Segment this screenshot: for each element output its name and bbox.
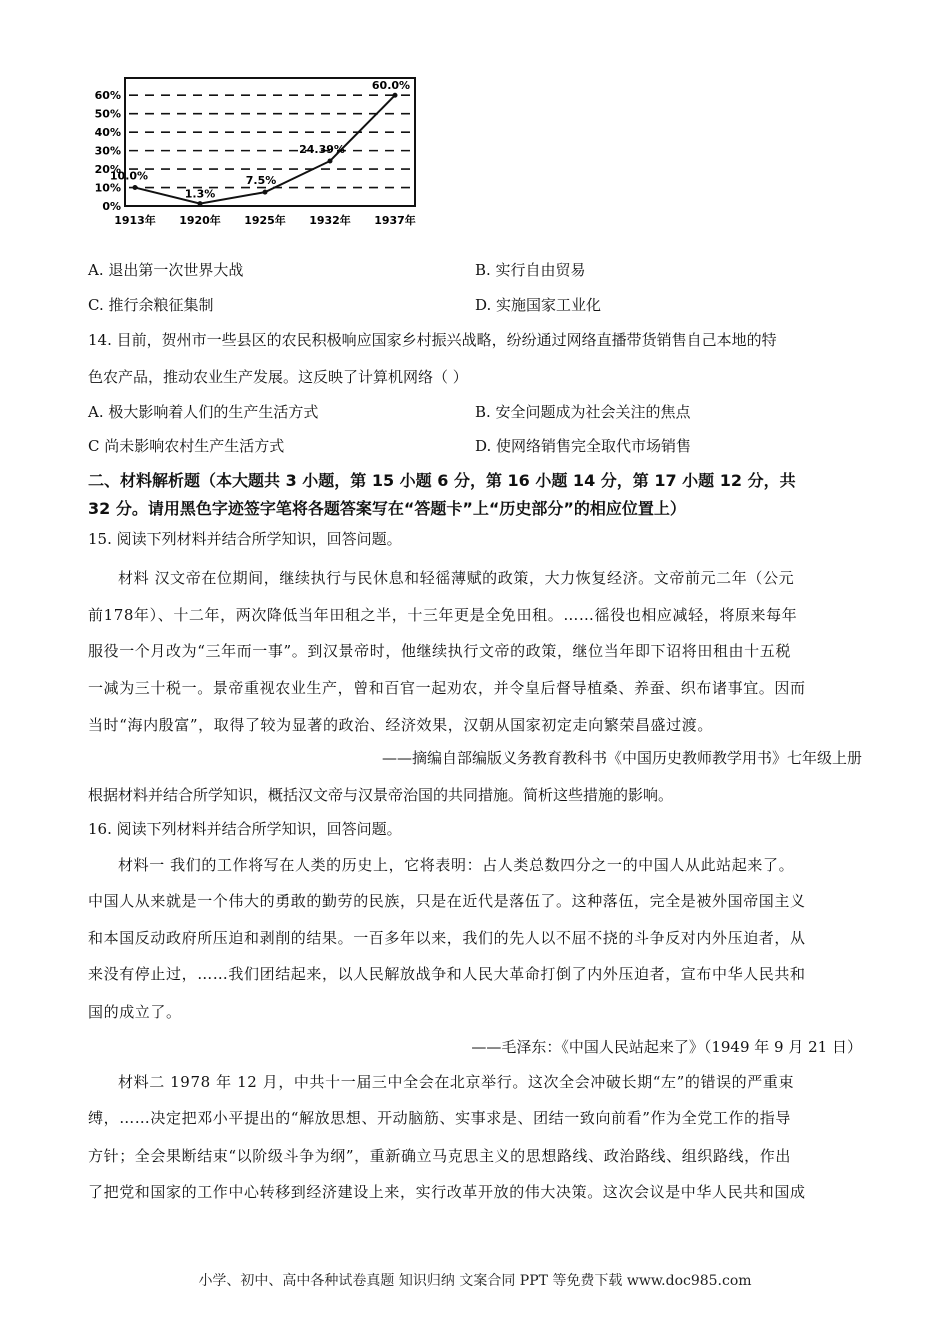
data-label: 7.5% bbox=[245, 174, 277, 188]
data-label: 10.0% bbox=[109, 169, 149, 183]
q14-stem-line2: 色农产品，推动农业生产发展。这反映了计算机网络（ ） bbox=[88, 368, 468, 386]
y-tick-label: 60% bbox=[94, 89, 121, 103]
q16-material2-line4: 了把党和国家的工作中心转移到经济建设上来，实行改革开放的伟大决策。这次会议是中华人民共和国成 bbox=[88, 1183, 806, 1201]
q15-material-line3: 服役一个月改为“三年而一事”。到汉景帝时，他继续执行文帝的政策，继位当年即下诏将田租由十五税 bbox=[88, 642, 791, 660]
q16-material2-line1: 材料二 1978 年 12 月，中共十一届三中全会在北京举行。这次全会冲破长期“左”的错误的严重束 bbox=[118, 1073, 795, 1091]
data-point bbox=[133, 185, 138, 190]
x-tick-label: 1920年 bbox=[179, 214, 221, 227]
q14-option-d[interactable]: D. 使网络销售完全取代市场销售 bbox=[475, 437, 692, 455]
data-point bbox=[198, 201, 203, 206]
x-tick-label: 1925年 bbox=[244, 214, 286, 227]
q13-option-c[interactable]: C. 推行余粮征集制 bbox=[88, 296, 214, 314]
data-label: 60.0% bbox=[371, 79, 411, 93]
data-label: 24.39% bbox=[299, 142, 345, 156]
q13-option-d[interactable]: D. 实施国家工业化 bbox=[475, 296, 602, 314]
y-tick-label: 50% bbox=[94, 107, 121, 121]
data-point bbox=[393, 93, 398, 98]
q15-material-line5: 当时“海内殷富”，取得了较为显著的政治、经济效果，汉朝从国家初定走向繁荣昌盛过渡。 bbox=[88, 716, 713, 734]
q16-stem: 16. 阅读下列材料并结合所学知识，回答问题。 bbox=[88, 820, 402, 838]
q14-option-c[interactable]: C 尚未影响农村生产生活方式 bbox=[88, 437, 285, 455]
q15-question: 根据材料并结合所学知识，概括汉文帝与汉景帝治国的共同措施。简析这些措施的影响。 bbox=[88, 786, 674, 804]
data-point bbox=[328, 158, 333, 163]
q14-option-a[interactable]: A. 极大影响着人们的生产生活方式 bbox=[88, 403, 319, 421]
q13-option-b[interactable]: B. 实行自由贸易 bbox=[475, 261, 586, 279]
data-point bbox=[263, 190, 268, 195]
x-tick-label: 1937年 bbox=[374, 214, 416, 227]
y-tick-label: 30% bbox=[94, 144, 121, 158]
footer-banner[interactable]: 小学、初中、高中各种试卷真题 知识归纳 文案合同 PPT 等免费下载 www.doc985.com bbox=[198, 1273, 752, 1289]
y-tick-label: 0% bbox=[102, 200, 121, 213]
q15-stem: 15. 阅读下列材料并结合所学知识，回答问题。 bbox=[88, 530, 402, 548]
q15-material-line1: 材料 汉文帝在位期间，继续执行与民休息和轻徭薄赋的政策，大力恢复经济。文帝前元二年（公元 bbox=[118, 569, 795, 587]
q16-material1-line3: 和本国反动政府所压迫和剥削的结果。一百多年以来，我们的先人以不屈不挠的斗争反对内外压迫者，从 bbox=[88, 929, 806, 947]
x-tick-label: 1932年 bbox=[309, 214, 351, 227]
q13-option-a[interactable]: A. 退出第一次世界大战 bbox=[88, 261, 244, 279]
q16-material1-line5: 国的成立了。 bbox=[88, 1003, 182, 1021]
q16-material1-line4: 来没有停止过，……我们团结起来，以人民解放战争和人民大革命打倒了内外压迫者，宣布中华人民共和 bbox=[88, 965, 806, 983]
q14-option-b[interactable]: B. 安全问题成为社会关注的焦点 bbox=[475, 403, 691, 421]
q16-material1-line2: 中国人从来就是一个伟大的勇敢的勤劳的民族，只是在近代是落伍了。这种落伍，完全是被外国帝国主义 bbox=[88, 892, 806, 910]
y-tick-label: 20% bbox=[94, 163, 121, 177]
q16-material2-line2: 缚，……决定把邓小平提出的“解放思想、开动脑筋、实事求是、团结一致向前看”作为全党工作的指导 bbox=[88, 1109, 791, 1127]
q16-source: ——毛泽东：《中国人民站起来了》（1949 年 9 月 21 日） bbox=[471, 1038, 862, 1056]
section2-heading-line2: 32 分。请用黑色字迹签字笔将各题答案写在“答题卡”上“历史部分”的相应位置上） bbox=[88, 499, 686, 518]
section2-heading-line1: 二、材料解析题（本大题共 3 小题，第 15 小题 6 分，第 16 小题 14 分，第 17 小题 12 分，共 bbox=[88, 471, 796, 490]
q16-material1-line1: 材料一 我们的工作将写在人类的历史上，它将表明：占人类总数四分之一的中国人从此站起来了。 bbox=[118, 856, 795, 874]
q15-material-line2: 前178年）、十二年，两次降低当年田租之半，十三年更是全免田租。……徭役也相应减轻，将原来每年 bbox=[88, 606, 798, 624]
y-tick-label: 10% bbox=[94, 181, 121, 195]
x-tick-label: 1913年 bbox=[114, 214, 156, 227]
growth-line-chart bbox=[80, 74, 430, 234]
q15-material-line4: 一减为三十税一。景帝重视农业生产，曾和百官一起劝农，并令皇后督导植桑、养蚕、织布诸事宜。因而 bbox=[88, 679, 806, 697]
y-tick-label: 40% bbox=[94, 126, 121, 140]
q16-material2-line3: 方针；全会果断结束“以阶级斗争为纲”，重新确立马克思主义的思想路线、政治路线、组织路线，作出 bbox=[88, 1147, 791, 1165]
q15-source: ——摘编自部编版义务教育教科书《中国历史教师教学用书》七年级上册 bbox=[381, 749, 862, 767]
q14-stem-line1: 14. 目前，贺州市一些县区的农民积极响应国家乡村振兴战略，纷纷通过网络直播带货销售自己本地的特 bbox=[88, 331, 777, 349]
data-label: 1.3% bbox=[184, 187, 216, 201]
